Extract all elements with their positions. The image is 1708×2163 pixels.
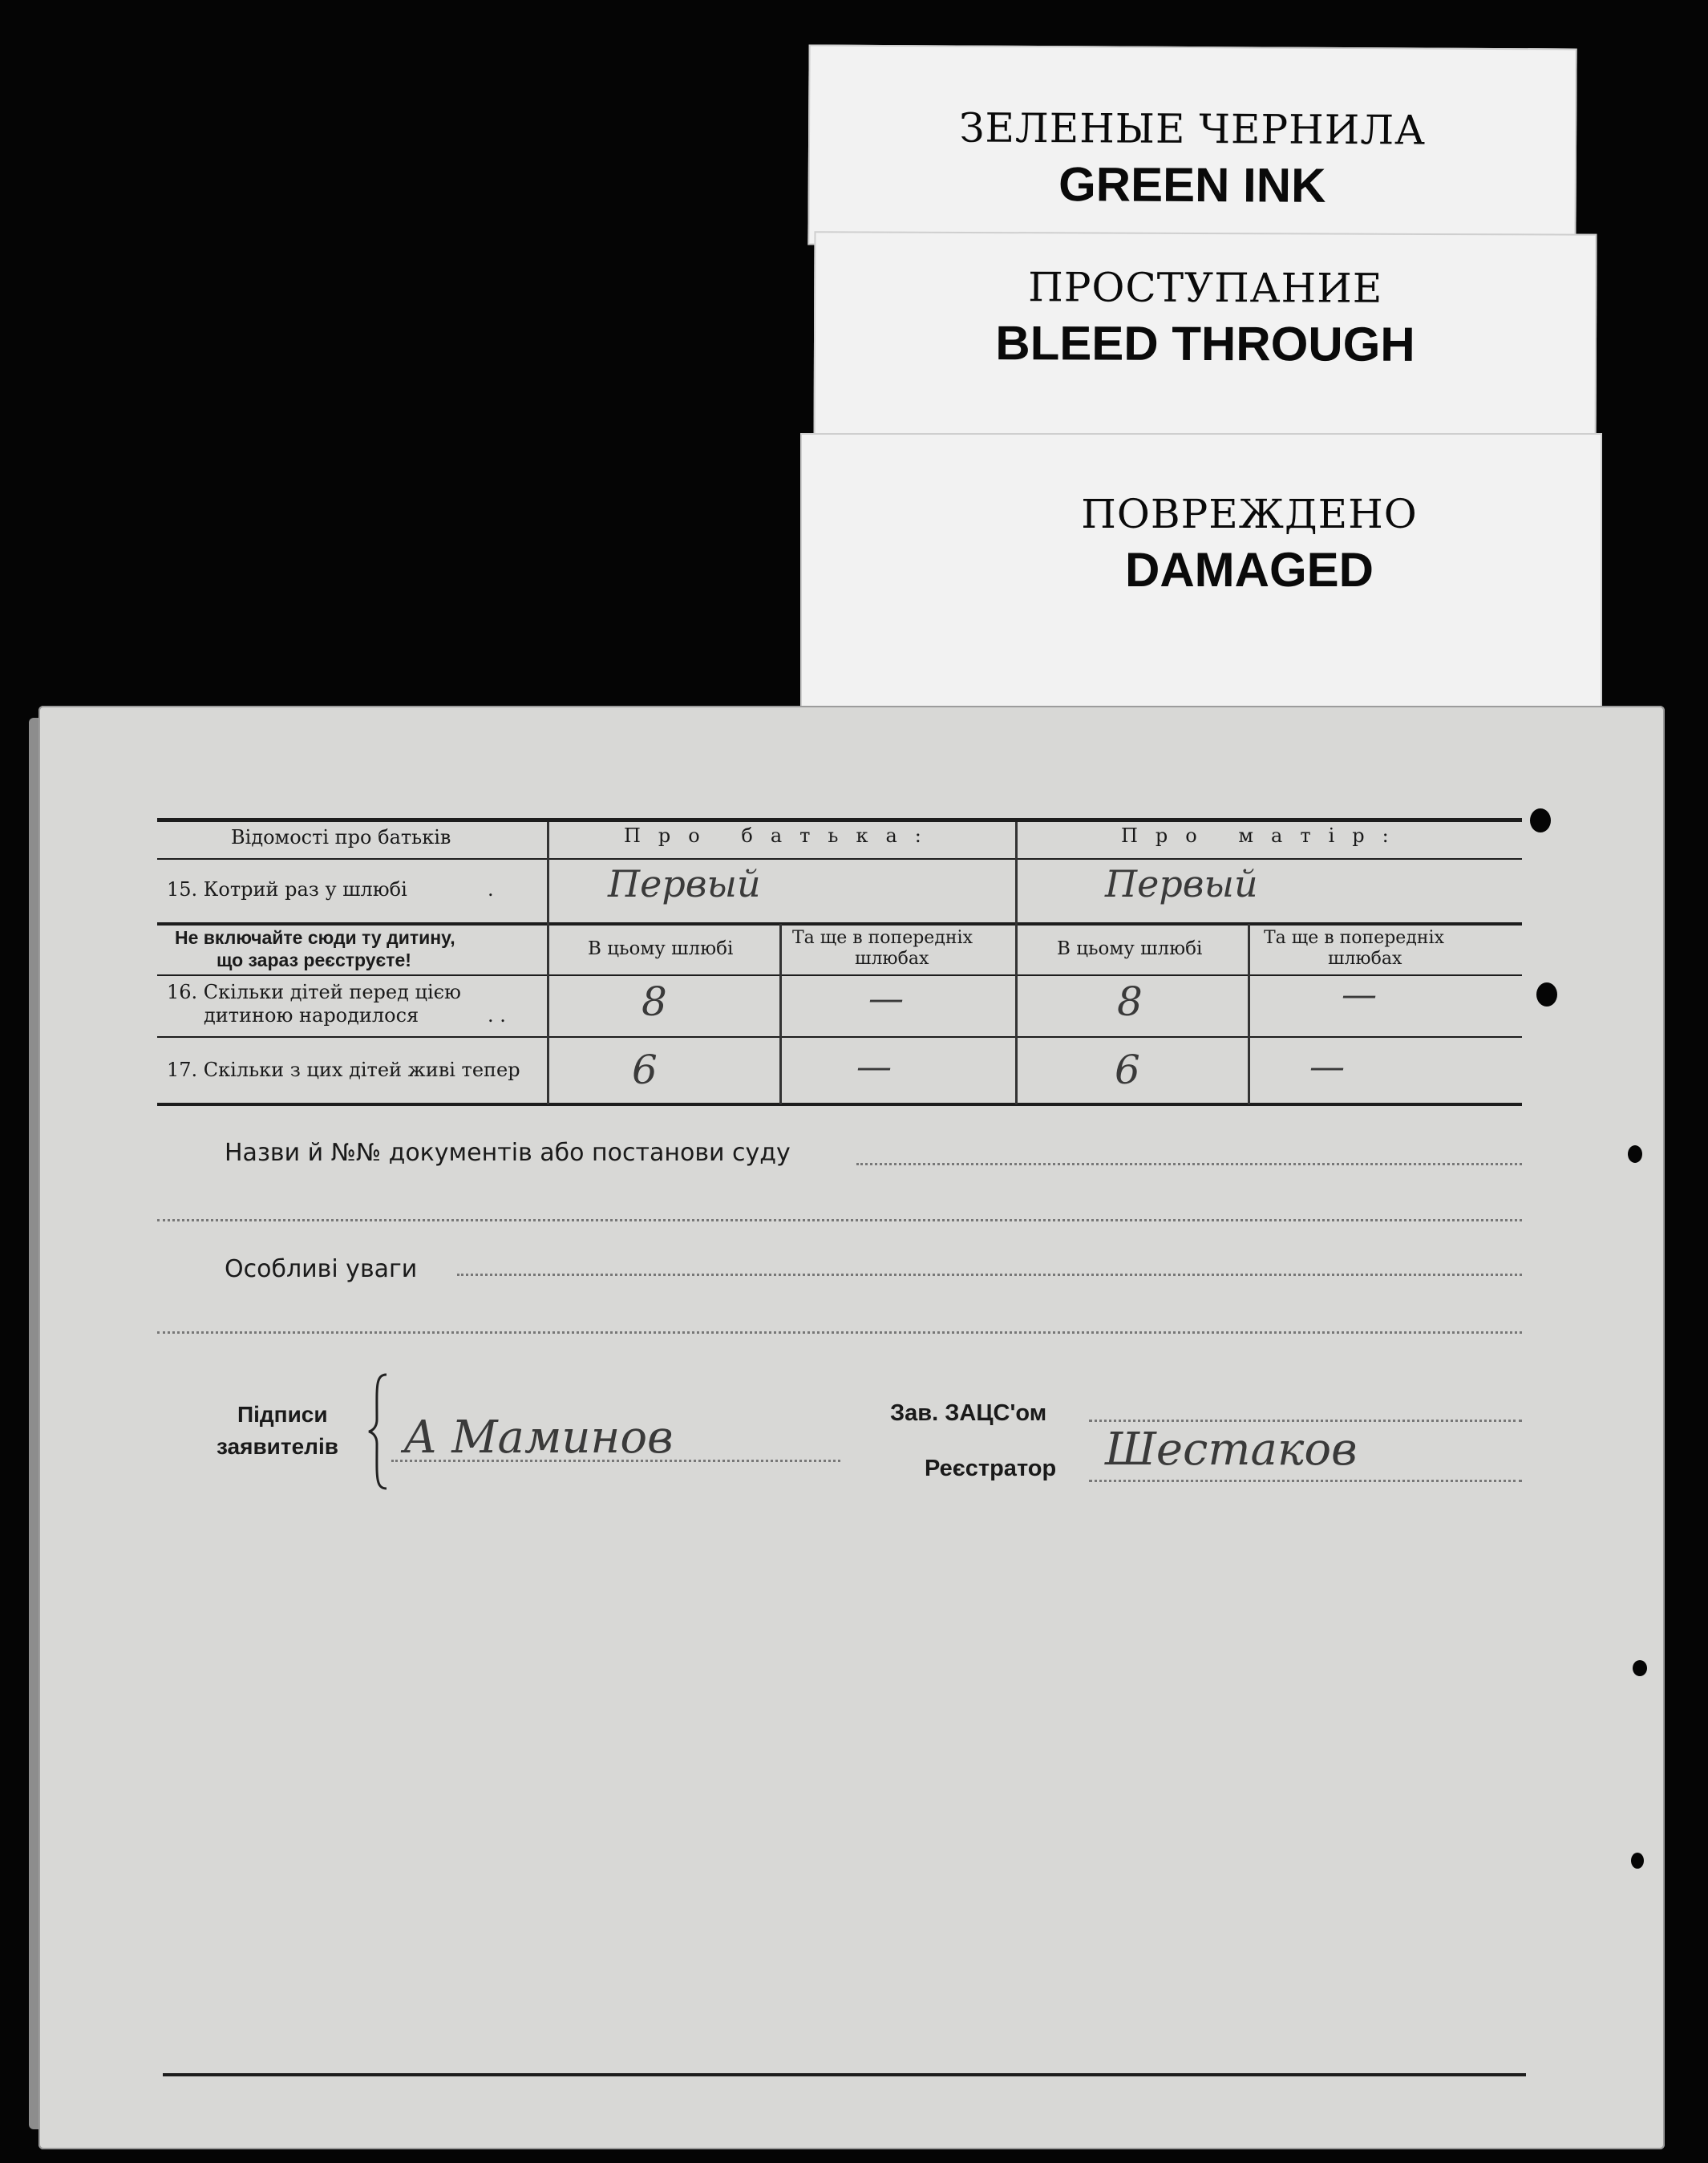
documents-fill-line-2 — [157, 1219, 1522, 1221]
punch-hole — [1633, 1660, 1647, 1676]
row17-father-this: 6 — [632, 1047, 658, 1093]
row16-dots: . . — [488, 1004, 506, 1027]
row17-father-prev: — — [856, 1047, 892, 1088]
applicants-label-1: Підписи — [237, 1402, 328, 1427]
head-sign-line — [1089, 1420, 1522, 1422]
documents-label: Назви й №№ документів або постанови суду — [225, 1139, 791, 1167]
row15-label: 15. Котрий раз у шлюбі — [167, 878, 407, 901]
applicants-label-2: заявителів — [217, 1434, 338, 1459]
father-this-marriage-header: В цьому шлюбі — [588, 938, 734, 959]
flag-ru-text: ЗЕЛЕНЫЕ ЧЕРНИЛА — [959, 104, 1427, 154]
remarks-label: Особливі уваги — [225, 1255, 418, 1283]
flag-ru-text: ПРОСТУПАНИЕ — [1028, 264, 1383, 312]
flag-en-text: DAMAGED — [1125, 543, 1374, 597]
remarks-fill-line — [457, 1274, 1522, 1276]
head-label: Зав. ЗАЦС'ом — [890, 1400, 1047, 1426]
row15-father-value: Первый — [608, 862, 761, 905]
table-col-rule — [1015, 822, 1018, 1104]
row16-father-prev: — — [868, 978, 904, 1019]
registrar-signature: Шестаков — [1105, 1424, 1358, 1476]
punch-hole — [1536, 982, 1557, 1007]
bottom-rule — [163, 2073, 1526, 2076]
note-line1: Не включайте сюди ту дитину, — [175, 927, 455, 948]
table-bottom-rule — [157, 1103, 1522, 1106]
table-rule — [157, 858, 1522, 860]
documents-fill-line — [856, 1163, 1522, 1165]
table-col-rule — [1248, 924, 1250, 1104]
damaged-flag — [800, 433, 1602, 710]
punch-hole — [1631, 1853, 1644, 1869]
row16-father-this: 8 — [642, 978, 667, 1025]
row15-dots: . — [488, 878, 494, 901]
remarks-fill-line-2 — [157, 1331, 1522, 1334]
registrar-sign-line — [1089, 1480, 1522, 1482]
mother-prev-marriage-header-2: шлюбах — [1328, 949, 1402, 969]
note-line2: що зараз реєструєте! — [217, 950, 411, 970]
header-parents: Відомості про батьків — [231, 826, 451, 849]
table-rule — [157, 1036, 1522, 1038]
flag-en-text: BLEED THROUGH — [995, 316, 1415, 371]
row16-mother-prev: — — [1342, 974, 1377, 1015]
bleed-through-flag — [814, 231, 1597, 450]
registrar-label: Реєстратор — [925, 1456, 1057, 1481]
header-mother: Про матір: — [1121, 824, 1406, 847]
table-rule — [157, 974, 1522, 976]
row16-label-1: 16. Скільки дітей перед цією — [167, 981, 461, 1003]
flag-en-text: GREEN INK — [1058, 157, 1326, 213]
punch-hole — [1628, 1145, 1642, 1163]
brace-icon — [367, 1371, 391, 1492]
green-ink-flag — [807, 44, 1576, 249]
table-col-rule — [547, 822, 549, 1104]
header-father: Про батька: — [624, 824, 939, 847]
punch-hole — [1530, 808, 1551, 832]
flag-ru-text: ПОВРЕЖДЕНО — [1081, 491, 1418, 537]
row15-mother-value: Первый — [1105, 862, 1258, 905]
record-sheet — [38, 706, 1665, 2149]
row17-mother-prev: — — [1309, 1047, 1345, 1088]
table-col-rule — [779, 924, 782, 1104]
applicant-sign-line — [391, 1460, 840, 1462]
row16-label-2: дитиною народилося — [204, 1004, 419, 1027]
mother-prev-marriage-header: Та ще в попередніх — [1264, 928, 1444, 948]
mother-this-marriage-header: В цьому шлюбі — [1057, 938, 1203, 959]
row16-mother-this: 8 — [1117, 978, 1143, 1025]
applicant-signature: А Маминов — [403, 1412, 674, 1464]
table-top-rule — [157, 818, 1522, 822]
row17-mother-this: 6 — [1115, 1047, 1140, 1093]
father-prev-marriage-header-2: шлюбах — [855, 949, 929, 969]
table-rule — [157, 922, 1522, 926]
row17-label: 17. Скільки з цих дітей живі тепер — [167, 1059, 520, 1081]
father-prev-marriage-header: Та ще в попередніх — [792, 928, 973, 948]
